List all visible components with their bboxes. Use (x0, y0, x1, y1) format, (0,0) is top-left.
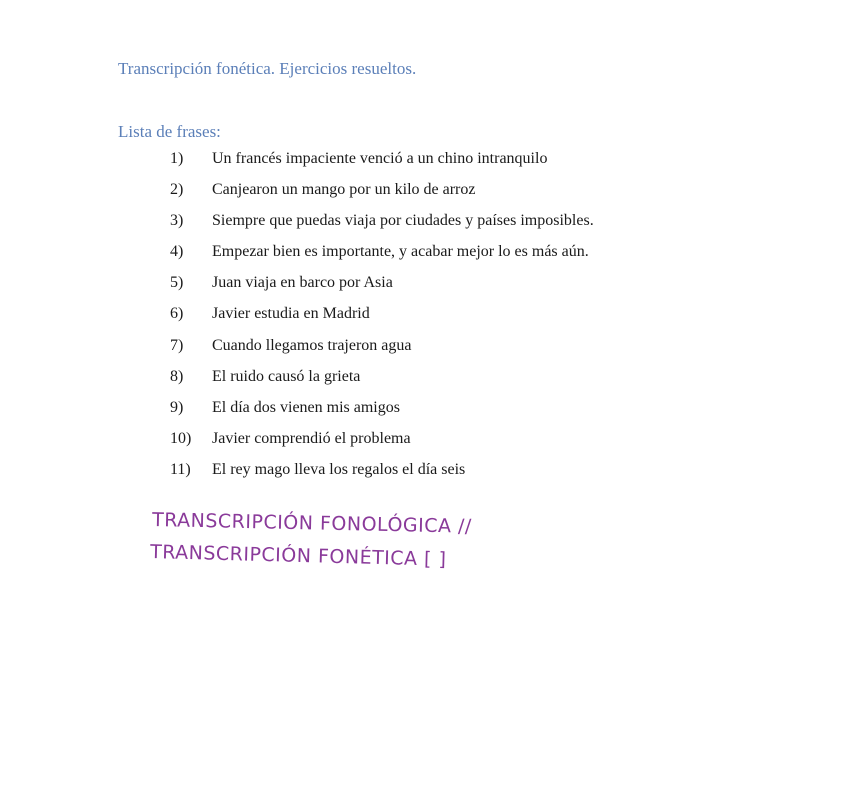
list-heading: Lista de frases: (118, 122, 221, 141)
list-item (170, 303, 594, 334)
sentence-text: Javier estudia en Madrid (212, 305, 370, 323)
sentence-text: El ruido causó la grieta (212, 367, 361, 385)
sentence-number: 4) (170, 243, 184, 261)
list-item (170, 241, 594, 272)
sentence-text: El rey mago lleva los regalos el día seis (212, 460, 466, 478)
sentence-text: Juan viaja en barco por Asia (212, 274, 393, 292)
sentence-text: Canjearon un mango por un kilo de arroz (212, 181, 476, 199)
handwritten-note (150, 500, 510, 580)
list-item (170, 272, 594, 303)
sentence-text: Javier comprendió el problema (212, 429, 411, 447)
sentence-text: El día dos vienen mis amigos (212, 398, 400, 416)
sentence-number: 3) (170, 212, 184, 230)
list-item (170, 179, 594, 210)
handwritten-line-fonologica: TRANSCRIPCIÓN FONOLÓGICA // (151, 509, 473, 538)
list-item (170, 210, 594, 241)
sentence-number: 8) (170, 367, 184, 385)
sentence-list (170, 148, 594, 490)
document-title: Transcripción fonética. Ejercicios resueltos. (118, 59, 417, 78)
list-item (170, 148, 594, 179)
sentence-text: Siempre que puedas viaja por ciudades y países imposibles. (212, 212, 594, 230)
sentence-number: 10) (170, 429, 192, 447)
sentence-number: 2) (170, 181, 184, 199)
list-item (170, 366, 594, 397)
sentence-text: Empezar bien es importante, y acabar mejor lo es más aún. (212, 243, 589, 261)
list-item (170, 459, 594, 490)
sentence-text: Cuando llegamos trajeron agua (212, 336, 412, 354)
sentence-number: 7) (170, 336, 184, 354)
sentence-text: Un francés impaciente venció a un chino intranquilo (212, 150, 548, 167)
list-item (170, 335, 594, 366)
sentence-number: 11) (170, 460, 191, 478)
list-item (170, 428, 594, 459)
sentence-number: 1) (170, 150, 184, 167)
sentence-number: 5) (170, 274, 184, 292)
handwritten-line-fonetica: TRANSCRIPCIÓN FONÉTICA [ ] (150, 541, 447, 571)
sentence-number: 6) (170, 305, 184, 323)
sentence-number: 9) (170, 398, 184, 416)
list-item (170, 397, 594, 428)
